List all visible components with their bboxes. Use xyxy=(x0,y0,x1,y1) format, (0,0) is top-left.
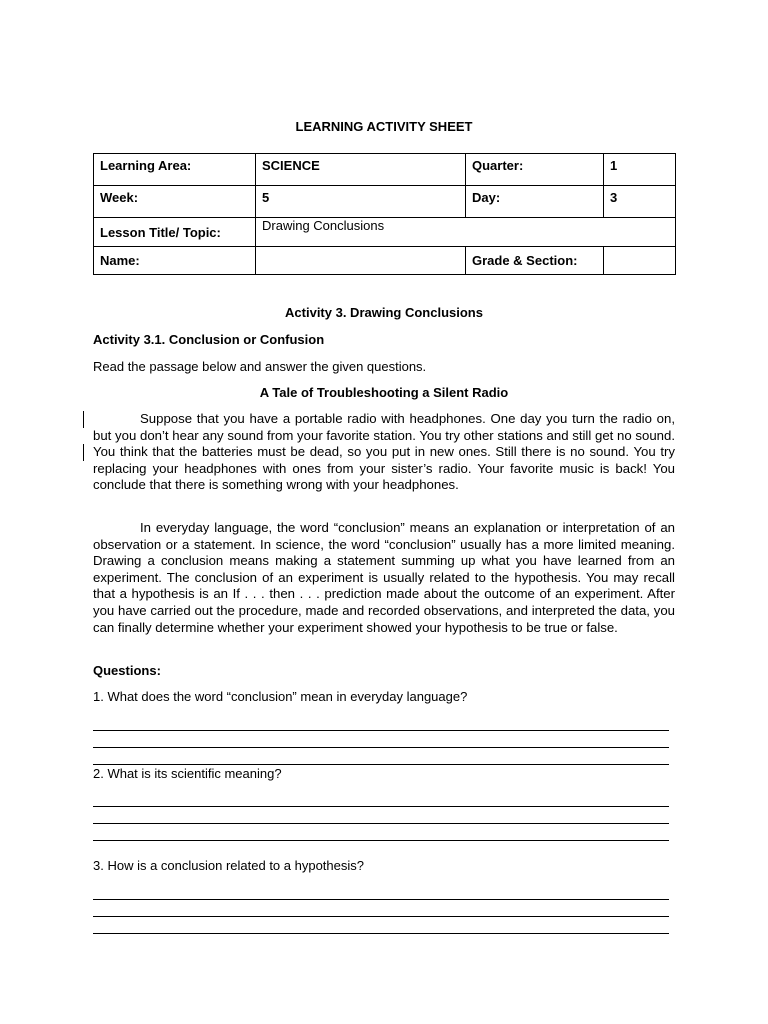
lesson-title-label: Lesson Title/ Topic: xyxy=(94,218,256,247)
name-field[interactable] xyxy=(256,247,466,275)
sheet-title: LEARNING ACTIVITY SHEET xyxy=(295,119,473,134)
question-3: 3. How is a conclusion related to a hypothesis? xyxy=(93,858,364,873)
text-cursor-mark xyxy=(83,411,84,428)
answer-line[interactable] xyxy=(93,747,669,748)
answer-line[interactable] xyxy=(93,764,669,765)
passage-paragraph-2: In everyday language, the word “conclusion” means an explanation or interpretation of an observation or a statement. In science, the word “conclusion” usually has a more limited meaning. Drawing a conclusion means making a statement summing up what you have learned from an experiment. The conclusion of an experiment is usually related to the hypothesis. You may recall that a hypothesis is an If . . . then . . . prediction made about the outcome of an experiment. After you have carried out the procedure, made and recorded observations, and interpreted the data, you can finally determine whether your experiment showed your hypothesis to be true or false. xyxy=(93,520,675,635)
grade-section-label: Grade & Section: xyxy=(466,247,604,275)
answer-line[interactable] xyxy=(93,823,669,824)
quarter-value: 1 xyxy=(604,154,676,186)
passage-paragraph-1: Suppose that you have a portable radio with headphones. One day you turn the radio on, but you don’t hear any sound from your favorite station. You try other stations and still get no sound. You think that the batteries must be dead, so you put in new ones. Still there is no sound. You try replacing your headphones with ones from your sister’s radio. Your favorite music is back! You conclude that there is something wrong with your headphones. xyxy=(93,411,675,493)
text-cursor-mark xyxy=(83,444,84,461)
activity-title: Activity 3. Drawing Conclusions xyxy=(285,305,483,320)
instruction-text: Read the passage below and answer the given questions. xyxy=(93,359,427,374)
questions-heading: Questions: xyxy=(93,663,161,678)
week-value: 5 xyxy=(256,186,466,218)
answer-line[interactable] xyxy=(93,806,669,807)
quarter-label: Quarter: xyxy=(466,154,604,186)
answer-line[interactable] xyxy=(93,899,669,900)
day-value: 3 xyxy=(604,186,676,218)
answer-line[interactable] xyxy=(93,933,669,934)
learning-area-value: SCIENCE xyxy=(256,154,466,186)
info-table xyxy=(93,153,676,275)
activity-subtitle: Activity 3.1. Conclusion or Confusion xyxy=(93,332,325,347)
week-label: Week: xyxy=(94,186,256,218)
answer-line[interactable] xyxy=(93,840,669,841)
answer-line[interactable] xyxy=(93,916,669,917)
name-label: Name: xyxy=(94,247,256,275)
grade-section-field[interactable] xyxy=(604,247,676,275)
story-title: A Tale of Troubleshooting a Silent Radio xyxy=(259,385,509,400)
learning-area-label: Learning Area: xyxy=(94,154,256,186)
lesson-title-value: Drawing Conclusions xyxy=(256,218,676,247)
answer-line[interactable] xyxy=(93,730,669,731)
question-1: 1. What does the word “conclusion” mean in everyday language? xyxy=(93,689,468,704)
day-label: Day: xyxy=(466,186,604,218)
question-2: 2. What is its scientific meaning? xyxy=(93,766,282,781)
